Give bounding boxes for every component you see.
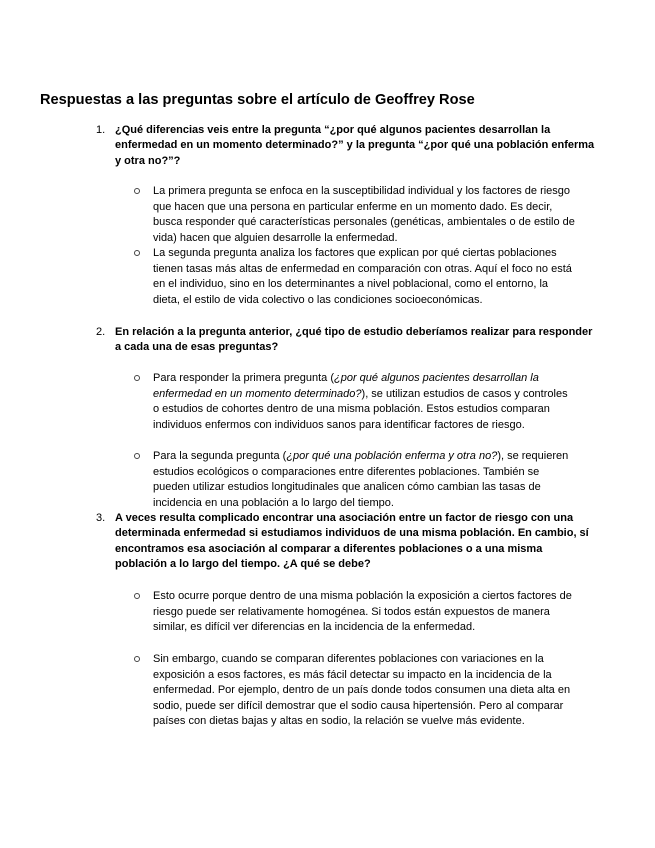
question-3-text: A veces resulta complicado encontrar una asociación entre un factor de riesgo con una determinada enfermedad si estudiamos individuos de una misma población. En cambio, sí encontramos esa asociación al comparar a diferentes poblaciones o a una misma población a lo largo del tiempo. ¿A qué se debe? [115,512,589,570]
bullet-icon [134,184,142,192]
answer-2-1-italic: ¿por qué algunos pacientes desarrollan la enfermedad en un momento determinado? [153,372,539,400]
answer-2-2 [153,449,575,511]
answer-2-1-post: ), se utilizan estudios de casos y controles o estudios de cohortes dentro de una misma población. Estos estudios comparan individuos enfermos con individuos sanos para identificar factores de riesgo. [153,387,568,431]
page-title: Respuestas a las preguntas sobre el artículo de Geoffrey Rose [40,92,475,108]
bullet-icon [134,449,142,457]
answer-3-2: Sin embargo, cuando se comparan diferentes poblaciones con variaciones en la exposición a esos factores, es más fácil detectar su impacto en la incidencia de la enfermedad. Por ejemplo, dentro de un país donde todos consumen una dieta alta en sodio, puede ser difícil demostrar que el sodio causa hipertensión. Pero al comparar países con dietas bajas y altas en sodio, la relación se vuelve más evidente. [153,653,571,727]
answer-2-1 [153,371,575,433]
answer-2-2-italic: ¿por qué una población enferma y otra no? [286,450,498,462]
question-1-number: 1. [96,124,106,136]
answer-1-2: La segunda pregunta analiza los factores que explican por qué ciertas poblaciones tienen tasas más altas de enfermedad en comparación con otras. Aquí el foco no está en el individuo, sino en los determinantes a nivel poblacional, como el entorno, la dieta, el estilo de vida colectivo o las condiciones socioeconómicas. [153,247,572,306]
question-2-number: 2. [96,326,106,338]
answer-2-2-pre: Para la segunda pregunta ( [153,450,287,462]
bullet-icon [134,652,142,660]
answer-3-1: Esto ocurre porque dentro de una misma población la exposición a ciertos factores de riesgo puede ser relativamente homogénea. Si todos están expuestos de manera similar, es difícil ver diferencias en la incidencia de la enfermedad. [153,590,572,633]
question-3-number: 3. [96,512,106,524]
bullet-icon [134,589,142,597]
question-2-text: En relación a la pregunta anterior, ¿qué tipo de estudio deberíamos realizar para responder a cada una de esas preguntas? [115,326,593,354]
bullet-icon [134,246,142,254]
bullet-icon [134,371,142,379]
answer-2-1-pre: Para responder la primera pregunta ( [153,372,334,384]
answer-1-1: La primera pregunta se enfoca en la susceptibilidad individual y los factores de riesgo que hacen que una persona en particular enferme en un momento dado. Es decir, busca responder qué características personales (genéticas, ambientales o de estilo de vida) hacen que alguien desarrolle la enfermedad. [153,185,575,244]
question-1-text: ¿Qué diferencias veis entre la pregunta “¿por qué algunos pacientes desarrollan la enfermedad en un momento determinado?” y la pregunta “¿por qué una población enferma y otra no?”? [115,124,595,167]
answer-2-2-post: ), se requieren estudios ecológicos o comparaciones entre diferentes poblaciones. También se pueden utilizar estudios longitudinales que analicen cómo cambian las tasas de incidencia en una población a lo largo del tiempo. [153,450,569,509]
